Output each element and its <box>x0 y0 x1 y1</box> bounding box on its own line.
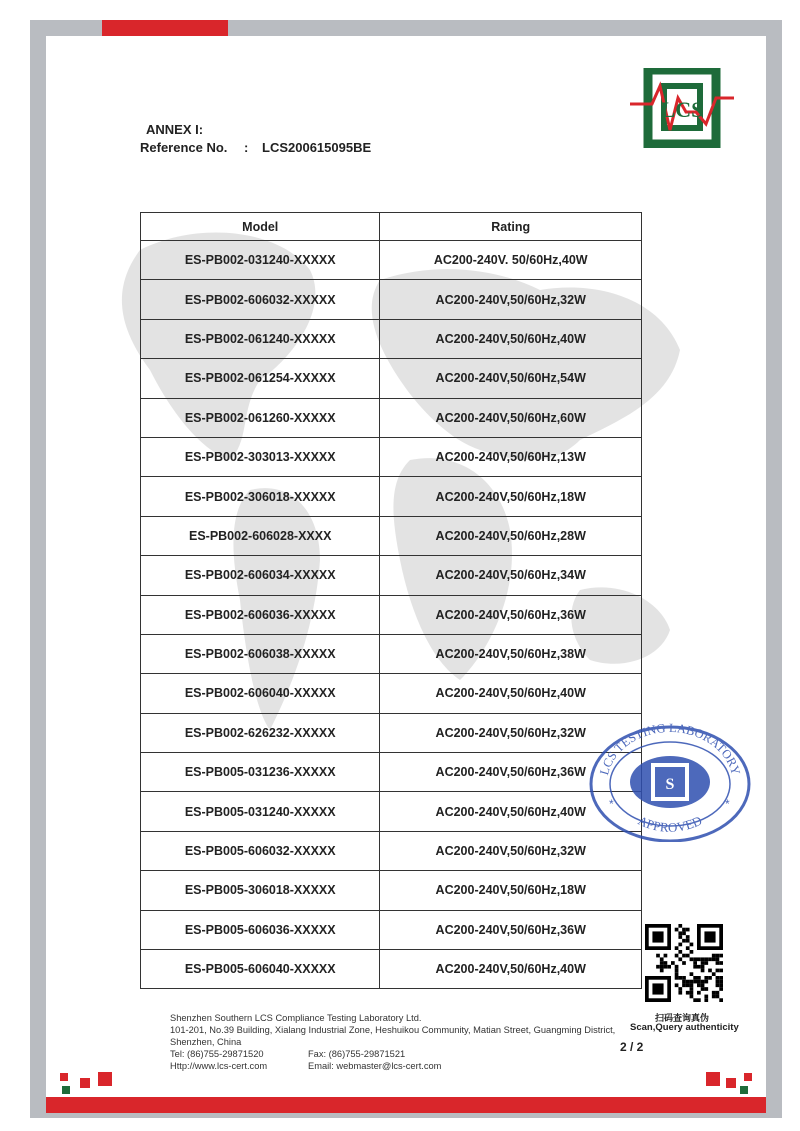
footer-contact <box>170 1012 615 1072</box>
reference-value: LCS200615095BE <box>262 140 372 155</box>
rating-cell: AC200-240V,50/60Hz,32W <box>380 831 642 870</box>
approved-stamp <box>587 722 753 842</box>
svg-text:S: S <box>665 776 675 793</box>
stamp-top-text: LCS TESTING LABORATORY <box>597 722 743 777</box>
rating-cell: AC200-240V. 50/60Hz,40W <box>380 241 642 280</box>
model-cell: ES-PB002-306018-XXXXX <box>141 477 380 516</box>
rating-cell: AC200-240V,50/60Hz,40W <box>380 792 642 831</box>
reference-colon: : <box>244 140 249 155</box>
svg-text:*: * <box>725 797 730 811</box>
table-row <box>141 241 642 280</box>
rating-cell: AC200-240V,50/60Hz,40W <box>380 950 642 989</box>
decor-square <box>740 1086 748 1094</box>
table-row <box>141 280 642 319</box>
rating-cell: AC200-240V,50/60Hz,60W <box>380 398 642 437</box>
table-row <box>141 437 642 476</box>
decor-square <box>98 1072 112 1086</box>
rating-cell: AC200-240V,50/60Hz,32W <box>380 713 642 752</box>
model-cell: ES-PB002-061240-XXXXX <box>141 319 380 358</box>
table-row <box>141 831 642 870</box>
rating-column-header: Rating <box>380 213 642 241</box>
decor-square <box>62 1086 70 1094</box>
table-row <box>141 595 642 634</box>
rating-cell: AC200-240V,50/60Hz,32W <box>380 280 642 319</box>
model-cell: ES-PB005-606036-XXXXX <box>141 910 380 949</box>
annex-label: ANNEX I: <box>146 122 204 137</box>
rating-cell: AC200-240V,50/60Hz,40W <box>380 319 642 358</box>
top-red-strip <box>102 20 228 36</box>
table-row <box>141 910 642 949</box>
table-header-row <box>141 213 642 241</box>
decor-square <box>706 1072 720 1086</box>
decor-square <box>80 1078 90 1088</box>
model-rating-table <box>140 212 642 989</box>
qr-caption-english: Scan,Query authenticity <box>630 1022 739 1033</box>
footer-web-link[interactable]: Http://www.lcs-cert.com <box>170 1061 268 1071</box>
rating-cell: AC200-240V,50/60Hz,40W <box>380 674 642 713</box>
rating-cell: AC200-240V,50/60Hz,36W <box>380 910 642 949</box>
page-number: 2 / 2 <box>620 1040 644 1054</box>
footer-email-link[interactable]: Email: webmaster@lcs-cert.com <box>308 1061 442 1071</box>
rating-cell: AC200-240V,50/60Hz,28W <box>380 516 642 555</box>
decor-square <box>726 1078 736 1088</box>
model-cell: ES-PB005-031236-XXXXX <box>141 753 380 792</box>
footer-city: Shenzhen, China <box>170 1037 242 1047</box>
model-column-header: Model <box>141 213 380 241</box>
table-row <box>141 753 642 792</box>
table-row <box>141 792 642 831</box>
rating-cell: AC200-240V,50/60Hz,13W <box>380 437 642 476</box>
model-cell: ES-PB002-606032-XXXXX <box>141 280 380 319</box>
rating-cell: AC200-240V,50/60Hz,34W <box>380 556 642 595</box>
rating-cell: AC200-240V,50/60Hz,18W <box>380 871 642 910</box>
model-cell: ES-PB002-626232-XXXXX <box>141 713 380 752</box>
rating-cell: AC200-240V,50/60Hz,54W <box>380 359 642 398</box>
model-cell: ES-PB002-606028-XXXX <box>141 516 380 555</box>
lcs-logo <box>630 68 734 148</box>
qr-code-icon[interactable] <box>645 924 723 1004</box>
model-cell: ES-PB002-606038-XXXXX <box>141 634 380 673</box>
table-row <box>141 950 642 989</box>
model-cell: ES-PB002-061260-XXXXX <box>141 398 380 437</box>
model-cell: ES-PB005-606032-XXXXX <box>141 831 380 870</box>
model-cell: ES-PB002-606034-XXXXX <box>141 556 380 595</box>
rating-cell: AC200-240V,50/60Hz,38W <box>380 634 642 673</box>
model-cell: ES-PB002-061254-XXXXX <box>141 359 380 398</box>
table-row <box>141 359 642 398</box>
reference-row <box>140 140 372 155</box>
table-row <box>141 556 642 595</box>
model-cell: ES-PB002-606036-XXXXX <box>141 595 380 634</box>
model-cell: ES-PB002-303013-XXXXX <box>141 437 380 476</box>
table-row <box>141 871 642 910</box>
table-row <box>141 713 642 752</box>
footer-fax: Fax: (86)755-29871521 <box>308 1049 406 1059</box>
table-row <box>141 634 642 673</box>
rating-cell: AC200-240V,50/60Hz,36W <box>380 753 642 792</box>
decor-square <box>744 1073 752 1081</box>
model-cell: ES-PB002-031240-XXXXX <box>141 241 380 280</box>
bottom-red-strip <box>46 1097 766 1113</box>
model-cell: ES-PB005-031240-XXXXX <box>141 792 380 831</box>
decor-square <box>60 1073 68 1081</box>
footer-company: Shenzhen Southern LCS Compliance Testing Laboratory Ltd. <box>170 1013 422 1023</box>
model-cell: ES-PB002-606040-XXXXX <box>141 674 380 713</box>
svg-text:*: * <box>609 797 614 811</box>
model-cell: ES-PB005-306018-XXXXX <box>141 871 380 910</box>
reference-label: Reference No. <box>140 140 228 155</box>
footer-tel: Tel: (86)755-29871520 <box>170 1049 264 1059</box>
logo-text: LCS <box>660 97 704 122</box>
table-row <box>141 319 642 358</box>
footer-address: 101-201, No.39 Building, Xialang Industrial Zone, Heshuikou Community, Matian Street, Guangming District, <box>170 1025 616 1035</box>
table-row <box>141 516 642 555</box>
stamp-bottom-text: APPROVED <box>635 812 705 835</box>
table-row <box>141 674 642 713</box>
rating-cell: AC200-240V,50/60Hz,36W <box>380 595 642 634</box>
rating-cell: AC200-240V,50/60Hz,18W <box>380 477 642 516</box>
table-row <box>141 398 642 437</box>
model-cell: ES-PB005-606040-XXXXX <box>141 950 380 989</box>
table-row <box>141 477 642 516</box>
qr-caption-chinese: 扫码查询真伪 <box>655 1013 710 1023</box>
